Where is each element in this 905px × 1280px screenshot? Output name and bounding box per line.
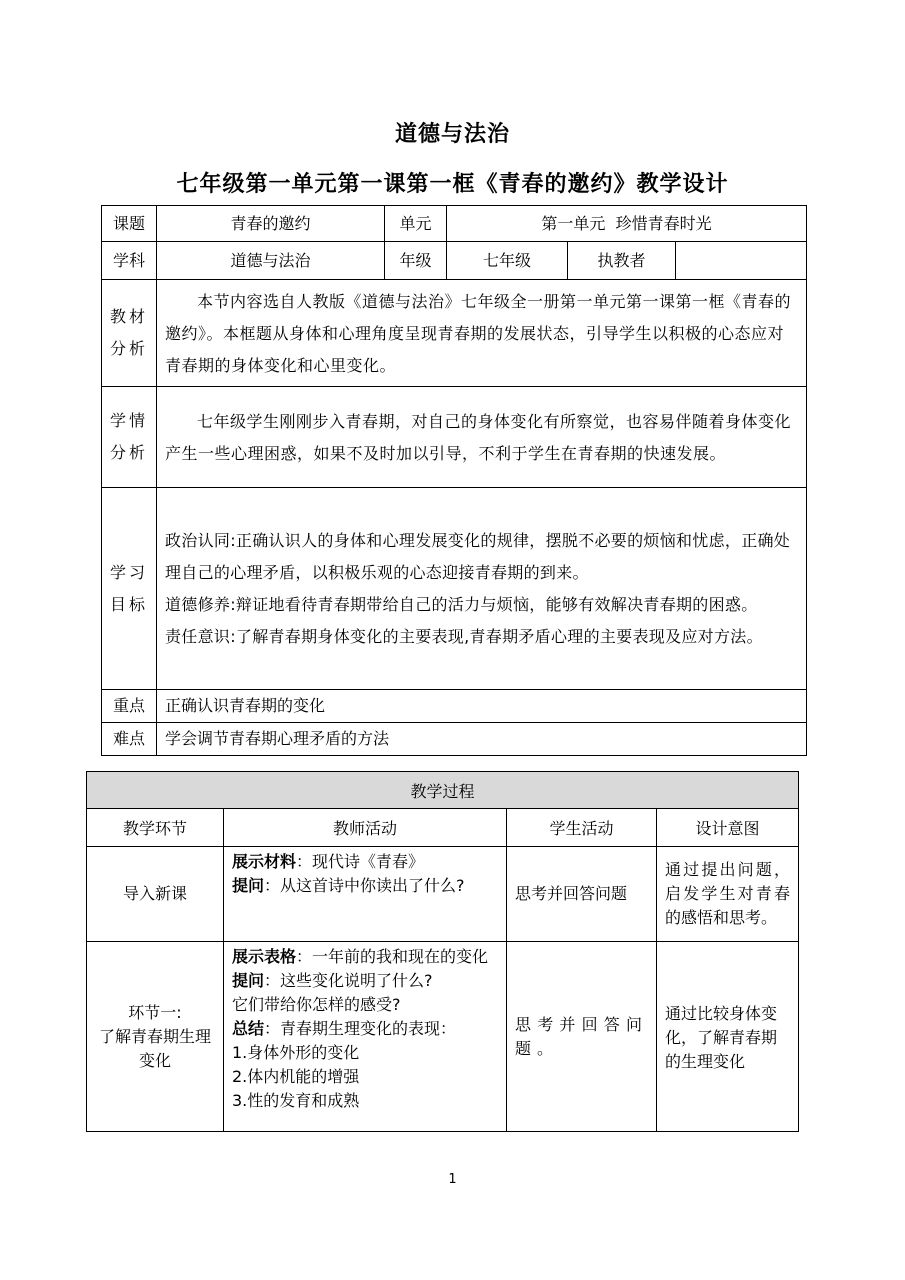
material-analysis-label bbox=[102, 280, 157, 387]
goal-political: 政治认同:正确认识人的身体和心理发展变化的规律，摆脱不必要的烦恼和忧虑，正确处理自己的心理矛盾，以积极乐观的心态迎接青春期的到来。 bbox=[165, 530, 791, 582]
column-header-intent: 设计意图 bbox=[657, 809, 799, 847]
student-analysis-text: 七年级学生刚刚步入青春期，对自己的身体变化有所察觉，也容易伴随着身体变化产生一些心理困惑，如果不及时加以引导，不利于学生在青春期的快速发展。 bbox=[157, 387, 807, 488]
design-intent-cell: 通过提出问题，启发学生对青春的感悟和思考。 bbox=[657, 847, 799, 942]
grade-value: 七年级 bbox=[447, 242, 568, 280]
goal-responsibility: 责任意识:了解青春期身体变化的主要表现,青春期矛盾心理的主要表现及应对方法。 bbox=[165, 626, 763, 646]
teacher-activity-line: 提问：这些变化说明了什么? bbox=[232, 971, 433, 990]
teacher-label: 执教者 bbox=[568, 242, 676, 280]
teaching-process-table bbox=[86, 771, 799, 1132]
goals-label-line1: 学习 bbox=[109, 562, 148, 582]
learning-goals-label bbox=[102, 488, 157, 690]
subject-value: 道德与法治 bbox=[157, 242, 385, 280]
student-activity-cell: 思考并回答问题 bbox=[507, 847, 657, 942]
table-row bbox=[87, 942, 799, 1132]
teacher-activity-line: 展示材料：现代诗《青春》 bbox=[232, 852, 425, 871]
document-title: 道德与法治 bbox=[394, 122, 510, 147]
teacher-activity-line: 总结：青春期生理变化的表现： bbox=[232, 1019, 457, 1038]
page-number: 1 bbox=[448, 1172, 457, 1187]
column-header-stage: 教学环节 bbox=[87, 809, 224, 847]
difficulty-value: 学会调节青春期心理矛盾的方法 bbox=[157, 723, 807, 756]
document-subtitle: 七年级第一单元第一课第一框《青春的邀约》教学设计 bbox=[176, 172, 729, 197]
unit-value: 第一单元 珍惜青春时光 bbox=[447, 206, 807, 242]
grade-label: 年级 bbox=[385, 242, 447, 280]
column-header-student: 学生活动 bbox=[507, 809, 657, 847]
student-label-line1: 学情 bbox=[109, 411, 148, 430]
student-activity-cell: 思考并回答问题。 bbox=[507, 942, 657, 1132]
key-point-label: 重点 bbox=[102, 690, 157, 723]
teacher-activity-line: 提问：从这首诗中你读出了什么? bbox=[232, 876, 465, 895]
material-label-line1: 教材 bbox=[109, 307, 148, 326]
material-label-line2: 分析 bbox=[109, 339, 148, 358]
table-row bbox=[87, 847, 799, 942]
topic-value: 青春的邀约 bbox=[157, 206, 385, 242]
stage-cell: 导入新课 bbox=[87, 847, 224, 942]
lesson-info-table bbox=[101, 205, 807, 756]
student-analysis-label bbox=[102, 387, 157, 488]
teacher-activity-line: 展示表格：一年前的我和现在的变化 bbox=[232, 947, 489, 966]
teacher-activity-cell bbox=[224, 942, 507, 1132]
student-label-line2: 分析 bbox=[109, 443, 148, 462]
teacher-activity-line: 2.体内机能的增强 bbox=[232, 1067, 360, 1086]
key-point-value: 正确认识青春期的变化 bbox=[157, 690, 807, 723]
goals-label-line2: 目标 bbox=[109, 594, 148, 614]
subject-label: 学科 bbox=[102, 242, 157, 280]
design-intent-cell: 通过比较身体变化，了解青春期的生理变化 bbox=[657, 942, 799, 1132]
stage-cell: 环节一: 了解青春期生理变化 bbox=[87, 942, 224, 1132]
goal-moral: 道德修养:辩证地看待青春期带给自己的活力与烦恼，能够有效解决青春期的困惑。 bbox=[165, 594, 758, 614]
teacher-activity-cell bbox=[224, 847, 507, 942]
column-header-teacher: 教师活动 bbox=[224, 809, 507, 847]
material-analysis-text: 本节内容选自人教版《道德与法治》七年级全一册第一单元第一课第一框《青春的邀约》。本框题从身体和心理角度呈现青春期的发展状态，引导学生以积极的心态应对青春期的身体变化和心里变化。 bbox=[157, 280, 807, 387]
topic-label: 课题 bbox=[102, 206, 157, 242]
teacher-activity-line: 它们带给你怎样的感受? bbox=[232, 995, 401, 1014]
unit-label: 单元 bbox=[385, 206, 447, 242]
difficulty-label: 难点 bbox=[102, 723, 157, 756]
teacher-value bbox=[676, 242, 807, 280]
teacher-activity-line: 3.性的发育和成熟 bbox=[232, 1091, 360, 1110]
process-title: 教学过程 bbox=[87, 772, 799, 809]
learning-goals-text bbox=[157, 488, 807, 690]
teacher-activity-line: 1.身体外形的变化 bbox=[232, 1043, 360, 1062]
